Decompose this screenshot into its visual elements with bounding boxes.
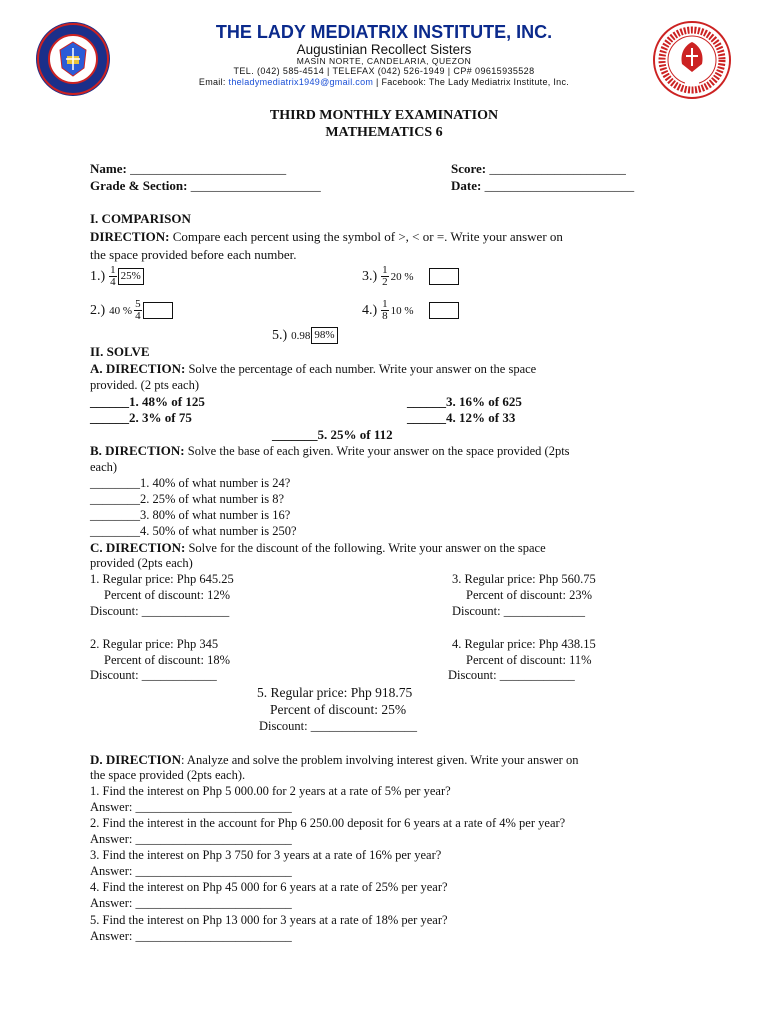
item-label: 4.) [362,302,378,318]
institute-phone: TEL. (042) 585-4514 | TELEFAX (042) 526-1949 | CP# 09615935528 [233,66,535,76]
grade-label: Grade & Section: [90,178,188,193]
c-item-3-price: 3. Regular price: Php 560.75 [452,572,596,586]
b-direction [90,443,570,459]
c-item-4-disc: Discount: ____________ [448,668,575,682]
c-item-1-disc: Discount: ______________ [90,604,230,618]
c-item-3-pct: Percent of discount: 23% [466,588,593,602]
answer-box[interactable] [311,327,337,344]
solve-heading: II. SOLVE [90,344,150,359]
denominator: 4 [110,276,116,288]
numerator: 1 [110,264,116,276]
b-item-1: ________1. 40% of what number is 24? [90,476,291,490]
score-line: _____________________ [489,161,626,176]
denominator: 2 [382,276,388,288]
b-item-4: ________4. 50% of what number is 250? [90,524,297,538]
comparison-item-1 [90,265,144,288]
email-label: Email: [198,77,229,87]
direction-text: Solve for the discount of the following. Write your answer on the space [185,541,546,555]
comparison-item-5 [272,327,338,344]
direction-text: : Analyze and solve the problem involving interest given. Write your answer on [181,753,579,767]
c-item-2-price: 2. Regular price: Php 345 [90,637,219,651]
compared-value: 20 % [390,270,414,283]
answer-box[interactable] [143,302,173,319]
fraction [381,265,389,288]
compared-value: 40 % [109,304,133,317]
facebook-text: | Facebook: The Lady Mediatrix Institute, Inc. [373,77,570,87]
c-item-5-price: 5. Regular price: Php 918.75 [257,685,413,700]
direction-text: Solve the base of each given. Write your answer on the space provided (2pts [184,444,570,458]
d-question-3: 3. Find the interest on Php 3 750 for 3 years at a rate of 16% per year? [90,848,442,862]
comparison-heading: I. COMPARISON [90,211,191,226]
fraction [134,299,142,322]
denominator: 8 [382,310,388,322]
c-item-3-disc: Discount: _____________ [452,604,585,618]
name-label: Name: [90,161,127,176]
direction-label: C. DIRECTION: [90,540,186,555]
d-answer-5[interactable]: Answer: _________________________ [90,929,292,943]
d-direction [90,752,578,768]
name-line: ________________________ [130,161,287,176]
exam-title: THIRD MONTHLY EXAMINATION [269,108,499,123]
a-direction-cont: provided. (2 pts each) [90,378,199,392]
c-item-1-pct: Percent of discount: 12% [104,588,231,602]
d-answer-1[interactable]: Answer: _________________________ [90,800,292,814]
numerator: 1 [382,298,388,310]
d-direction-cont: the space provided (2pts each). [90,768,246,782]
c-item-2-disc: Discount: ____________ [90,668,217,682]
c-direction-cont: provided (2pts each) [90,556,193,570]
item-label: 3.) [362,268,378,284]
school-seal-icon [34,20,112,98]
right-logo [652,20,732,100]
answer-box[interactable] [429,268,459,285]
a-item-3: ______3. 16% of 625 [407,394,522,409]
fraction [109,265,117,288]
direction-label: B. DIRECTION: [90,443,185,458]
score-label: Score: [451,161,487,176]
a-item-4: ______4. 12% of 33 [407,410,516,425]
date-label: Date: [451,178,482,193]
c-direction [90,540,546,556]
date-field[interactable] [451,178,634,194]
date-line: _______________________ [484,178,635,193]
comparison-item-4 [362,299,459,322]
congregation-seal-icon [652,20,732,100]
a-direction [90,361,536,377]
b-item-3: ________3. 80% of what number is 16? [90,508,291,522]
c-item-1-price: 1. Regular price: Php 645.25 [90,572,234,586]
d-question-2: 2. Find the interest in the account for Php 6 250.00 deposit for 6 years at a rate of 4% per year? [90,816,566,830]
a-item-2: ______2. 3% of 75 [90,410,192,425]
d-question-4: 4. Find the interest on Php 45 000 for 6 years at a rate of 25% per year? [90,880,448,894]
compared-value: 25% [120,270,141,282]
c-item-4-price: 4. Regular price: Php 438.15 [452,637,596,651]
email-link[interactable]: theladymediatrix1949@gmail.com [228,77,374,87]
c-item-5-pct: Percent of discount: 25% [270,702,407,717]
item-label: 2.) [90,302,106,318]
c-item-2-pct: Percent of discount: 18% [104,653,231,667]
answer-box[interactable] [429,302,459,319]
institute-subtitle: Augustinian Recollect Sisters [296,42,472,57]
d-question-5: 5. Find the interest on Php 13 000 for 3 years at a rate of 18% per year? [90,913,448,927]
d-answer-3[interactable]: Answer: _________________________ [90,864,292,878]
direction-label: D. DIRECTION [90,752,182,767]
item-label: 1.) [90,268,106,284]
grade-line: ____________________ [190,178,321,193]
exam-subject: MATHEMATICS 6 [325,125,443,140]
name-field[interactable] [90,161,286,177]
comparison-direction [90,229,563,245]
direction-label: DIRECTION: [90,229,170,244]
institute-address: MASIN NORTE, CANDELARIA, QUEZON [296,56,472,66]
answer-box[interactable] [118,268,144,285]
institute-name: THE LADY MEDIATRIX INSTITUTE, INC. [215,22,553,42]
b-direction-cont: each) [90,460,118,474]
comparison-direction-cont: the space provided before each number. [90,247,297,262]
d-question-1: 1. Find the interest on Php 5 000.00 for 2 years at a rate of 5% per year? [90,784,451,798]
a-item-5: _______5. 25% of 112 [272,427,393,442]
institute-contact [120,77,648,87]
d-answer-2[interactable]: Answer: _________________________ [90,832,292,846]
comparison-item-2 [90,299,173,322]
comparison-item-3 [362,265,459,288]
direction-label: A. DIRECTION: [90,361,186,376]
direction-text: Solve the percentage of each number. Write your answer on the space [185,362,537,376]
d-answer-4[interactable]: Answer: _________________________ [90,896,292,910]
a-item-1: ______1. 48% of 125 [90,394,205,409]
c-item-4-pct: Percent of discount: 11% [466,653,592,667]
numerator: 5 [135,298,141,310]
direction-text: Compare each percent using the symbol of >, < or =. Write your answer on [169,229,563,244]
item-label: 5.) [272,327,288,343]
compared-value: 98% [314,329,335,341]
score-field[interactable] [451,161,626,177]
fraction [381,299,389,322]
compared-value: 0.98 [291,329,311,342]
c-item-5-disc: Discount: _________________ [259,719,417,733]
compared-value: 10 % [390,304,414,317]
b-item-2: ________2. 25% of what number is 8? [90,492,285,506]
grade-section-field[interactable] [90,178,321,194]
numerator: 1 [382,264,388,276]
denominator: 4 [135,310,141,322]
left-logo [34,20,112,98]
